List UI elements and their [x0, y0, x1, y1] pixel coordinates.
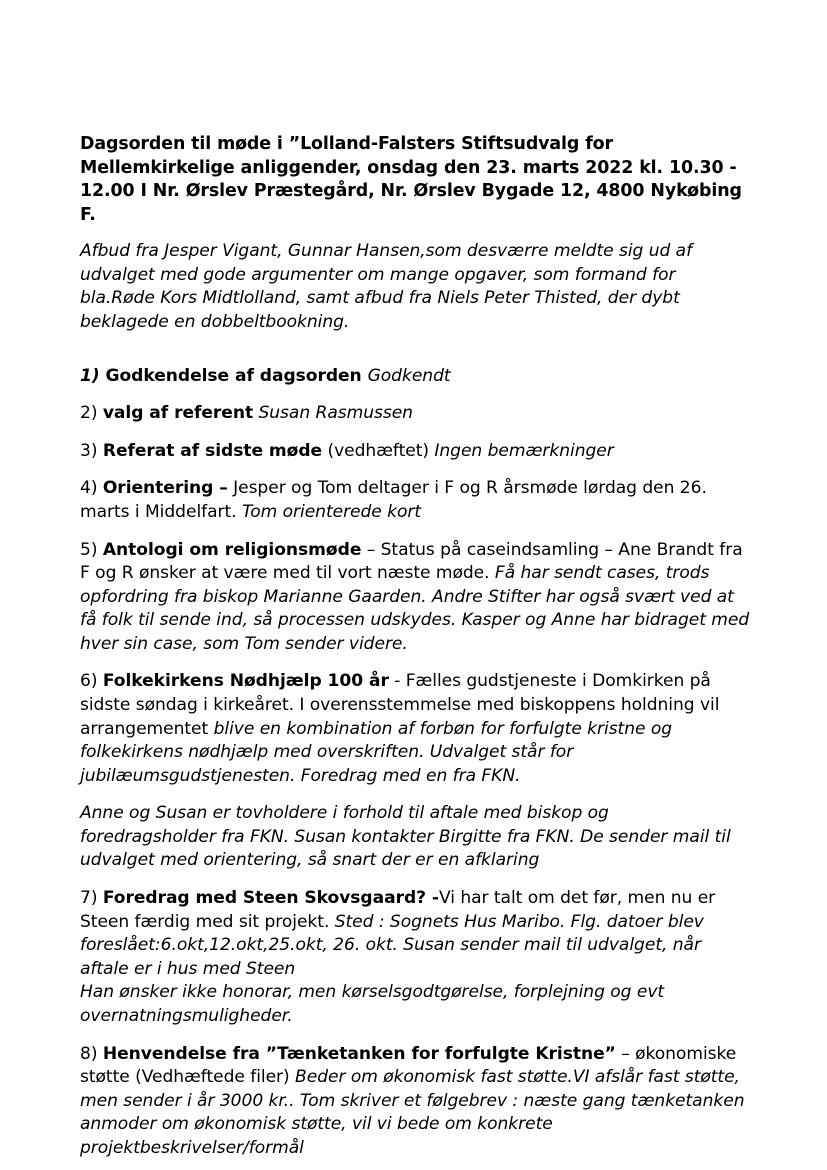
text-run: Få har sendt cases, trods opfordring fra biskop Marianne Gaarden. Andre Stifter har også svært ved at få folk til sende ind, så processen udskydes. Kasper og Anne har bidraget med hver sin case, som Tom sender videre. — [80, 563, 750, 654]
text-run: Antologi om religionsmøde — [102, 539, 362, 560]
paragraph-item-1 — [80, 365, 750, 389]
text-run: Vi har talt om det før, men nu er Steen færdig med sit projekt. — [80, 888, 716, 932]
paragraph-item-5 — [80, 539, 750, 657]
text-run: – Status på caseindsamling – Ane Brandt fra F og R ønsker at være med til vort næste møde. — [80, 539, 743, 584]
text-run: – økonomiske støtte (Vedhæftede filer) — [80, 1043, 737, 1088]
text-run: 5) — [80, 539, 103, 560]
paragraph-item-4 — [80, 477, 750, 524]
text-run: Sted : Sognets Hus Maribo. Flg. datoer blev foreslået:6.okt,12.okt,25.okt, 26. okt. Susan sender mail til udvalget, når aftale er i hus med Steen — [80, 911, 704, 979]
text-run: Orientering – — [102, 478, 228, 499]
text-run: 6) — [80, 671, 103, 692]
text-run: Godkendt — [367, 365, 451, 386]
paragraph-absence-note — [80, 240, 750, 334]
text-run: - Fælles gudstjeneste i Domkirken på sidste søndag i kirkeåret. I overensstemmelse med biskoppens holdning vil arrangementet — [80, 671, 720, 739]
text-run: Anne og Susan er tovholdere i forhold til aftale med biskop og foredragsholder fra FKN. Susan kontakter Birgitte fra FKN. De sender mail til udvalget med orientering, så snart der er en afklaring — [80, 803, 731, 871]
paragraph-item-2 — [80, 402, 750, 426]
text-run: Foredrag med Steen Skovsgaard? - — [102, 888, 439, 909]
paragraph-item-3 — [80, 440, 750, 464]
text-run: Folkekirkens Nødhjælp 100 år — [102, 671, 389, 692]
text-run: 3) — [80, 440, 103, 461]
text-run: blive en kombination af forbøn for forfulgte kristne og folkekirkens nødhjælp med overskriften. Udvalget står for jubilæumsgudstjenesten. Foredrag med en fra FKN. — [80, 718, 673, 786]
text-run: valg af referent — [102, 403, 254, 424]
text-run: Ingen bemærkninger — [434, 440, 614, 461]
text-run: 1) — [80, 365, 100, 386]
text-run: Godkendelse af dagsorden — [99, 365, 368, 386]
text-run: Tom orienterede kort — [241, 501, 422, 522]
text-run: Han ønsker ikke honorar, men kørselsgodtgørelse, forplejning og evt overnatningsmuligheder. — [80, 982, 665, 1026]
text-run: Referat af sidste møde — [102, 440, 323, 461]
text-run: Beder om økonomisk fast støtte.VI afslår fast støtte, men sender i år 3000 kr.. Tom skriver et følgebrev : næste gang tænketanken anmoder om økonomisk støtte, vil vi bede om konkrete projektbeskrivelser/formål — [80, 1067, 745, 1158]
paragraph-item-6-followup — [80, 802, 750, 873]
text-run: 4) — [80, 478, 103, 499]
text-run: Jesper og Tom deltager i F og R årsmøde lørdag den 26. marts i Middelfart. — [80, 478, 707, 522]
text-run: 7) — [80, 888, 103, 909]
text-run: Afbud fra Jesper Vigant, Gunnar Hansen,som desværre meldte sig ud af udvalget med gode argumenter om mange opgaver, som formand for bla.Røde Kors Midtlolland, samt afbud fra Niels Peter Thisted, der dybt beklagede en dobbeltbookning. — [80, 241, 693, 333]
document-body — [80, 240, 750, 1160]
paragraph-item-6 — [80, 670, 750, 788]
document-title: Dagsorden til møde i ”Lolland-Falsters Stiftsudvalg for Mellemkirkelige anliggender, onsdag den 23. marts 2022 kl. 10.30 - 12.00 I Nr. Ørslev Præstegård, Nr. Ørslev Bygade 12, 4800 Nykøbing F. — [80, 134, 742, 225]
text-run: 8) — [80, 1043, 103, 1064]
text-run: Susan Rasmussen — [253, 403, 413, 424]
paragraph-item-7 — [80, 887, 750, 1028]
paragraph-item-8 — [80, 1043, 750, 1161]
text-run: Henvendelse fra ”Tænketanken for forfulgte Kristne” — [102, 1043, 616, 1064]
text-run: 2) — [80, 403, 103, 424]
text-run: (vedhæftet) — [322, 440, 435, 461]
